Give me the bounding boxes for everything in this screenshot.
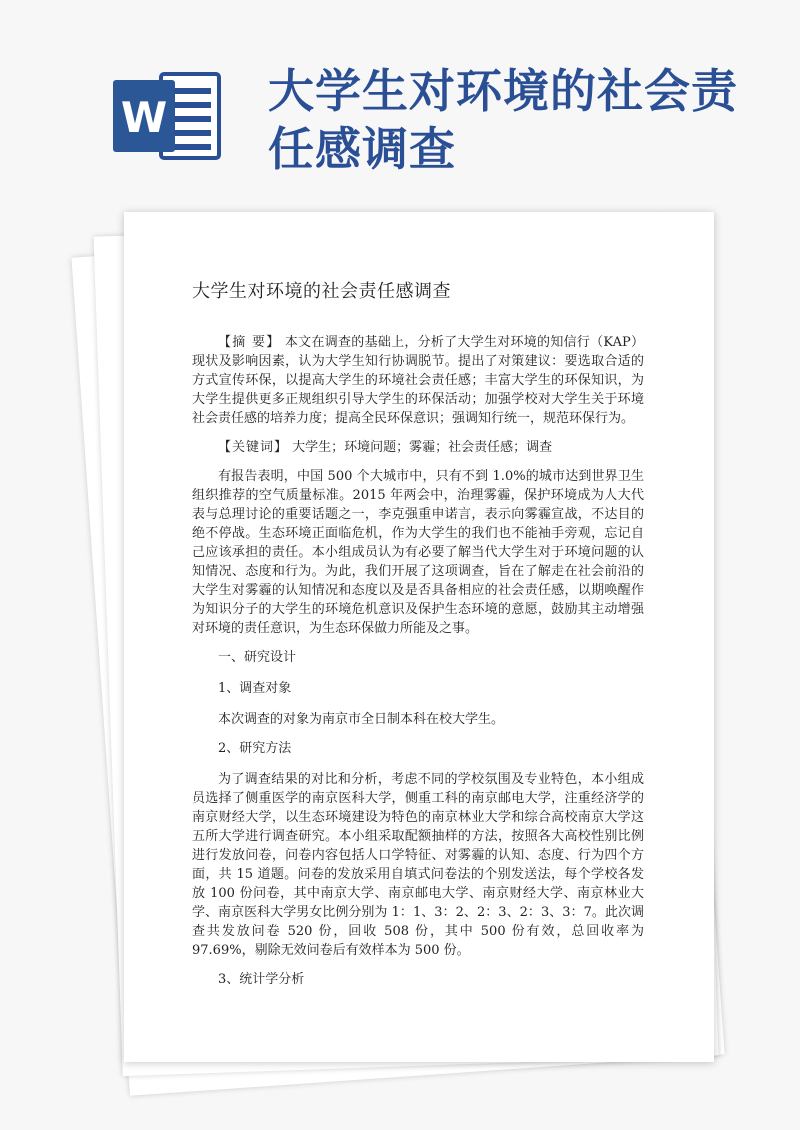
document-page: [124, 212, 714, 1062]
banner-title: 大学生对环境的社会责任感调查: [268, 64, 738, 176]
abstract: [192, 333, 644, 428]
section-heading: 一、研究设计: [218, 650, 297, 665]
subsection-paragraph: 本次调查的对象为南京市全日制本科在校大学生。: [218, 712, 505, 727]
logo-letter: W: [120, 93, 168, 142]
abstract-text: 本文在调查的基础上，分析了大学生对环境的知信行（KAP）现状及影响因素，认为大学生知行协调脱节。提出了对策建议：要选取合适的方式宣传环保，以提高大学生的环境社会责任感；丰富大学生的环保知识，为大学生提供更多正规组织引导大学生的环保活动；加强学校对大学生关于环境社会责任感的培养力度；提高全民环保意识；强调知行统一，规范环保行为。: [192, 335, 644, 426]
keywords-text: 大学生；环境问题；雾霾；社会责任感；调查: [292, 440, 553, 455]
abstract-label: 【摘 要】: [218, 335, 281, 350]
banner: [0, 0, 800, 190]
document-title: 大学生对环境的社会责任感调查: [192, 281, 451, 302]
word-doc-icon: [113, 66, 223, 166]
keywords: [192, 438, 644, 457]
intro-paragraph: 有报告表明，中国 500 个大城市中，只有不到 1.0%的城市达到世界卫生组织推荐的空气质量标准。2015 年两会中，治理雾霾，保护环境成为人大代表与总理讨论的重要话题之一，李克强重申诺言，表示向雾霾宣战，不达目的绝不停战。生态环境正面临危机，作为大学生的我们也不能袖手旁观，忘记自己应该承担的责任。本小组成员认为有必要了解当代大学生对于环境问题的认知情况、态度和行为。为此，我们开展了这项调查，旨在了解走在社会前沿的大学生对雾霾的认知情况和态度以及是否具备相应的社会责任感，以期唤醒作为知识分子的大学生的环境危机意识及保护生态环境的意愿，鼓励其主动增强对环境的责任意识，为生态环保做力所能及之事。: [192, 469, 644, 636]
subsection-heading: 2、研究方法: [218, 741, 292, 756]
subsection-heading: 1、调查对象: [218, 681, 292, 696]
document-content: [192, 282, 644, 1001]
subsection-paragraph: 为了调查结果的对比和分析，考虑不同的学校氛围及专业特色，本小组成员选择了侧重医学的南京医科大学，侧重工科的南京邮电大学，注重经济学的南京财经大学，以生态环境建设为特色的南京林业大学和综合高校南京大学这五所大学进行调查研究。本小组采取配额抽样的方法，按照各大高校性别比例进行发放问卷，问卷内容包括人口学特征、对雾霾的认知、态度、行为四个方面，共 15 道题。问卷的发放采用自填式问卷法的个别发送法，每个学校各发放 100 份问卷，其中南京大学、南京邮电大学、南京财经大学、南京林业大学、南京医科大学男女比例分别为 1：1、3：2、2：3、2：3、3：7。此次调查共发放问卷 520 份，回收 508 份，其中 500 份有效，总回收率为 97.69%，剔除无效问卷后有效样本为 500 份。: [192, 772, 644, 958]
subsection-heading: 3、统计学分析: [218, 972, 305, 987]
keywords-label: 【关键词】: [218, 440, 289, 455]
